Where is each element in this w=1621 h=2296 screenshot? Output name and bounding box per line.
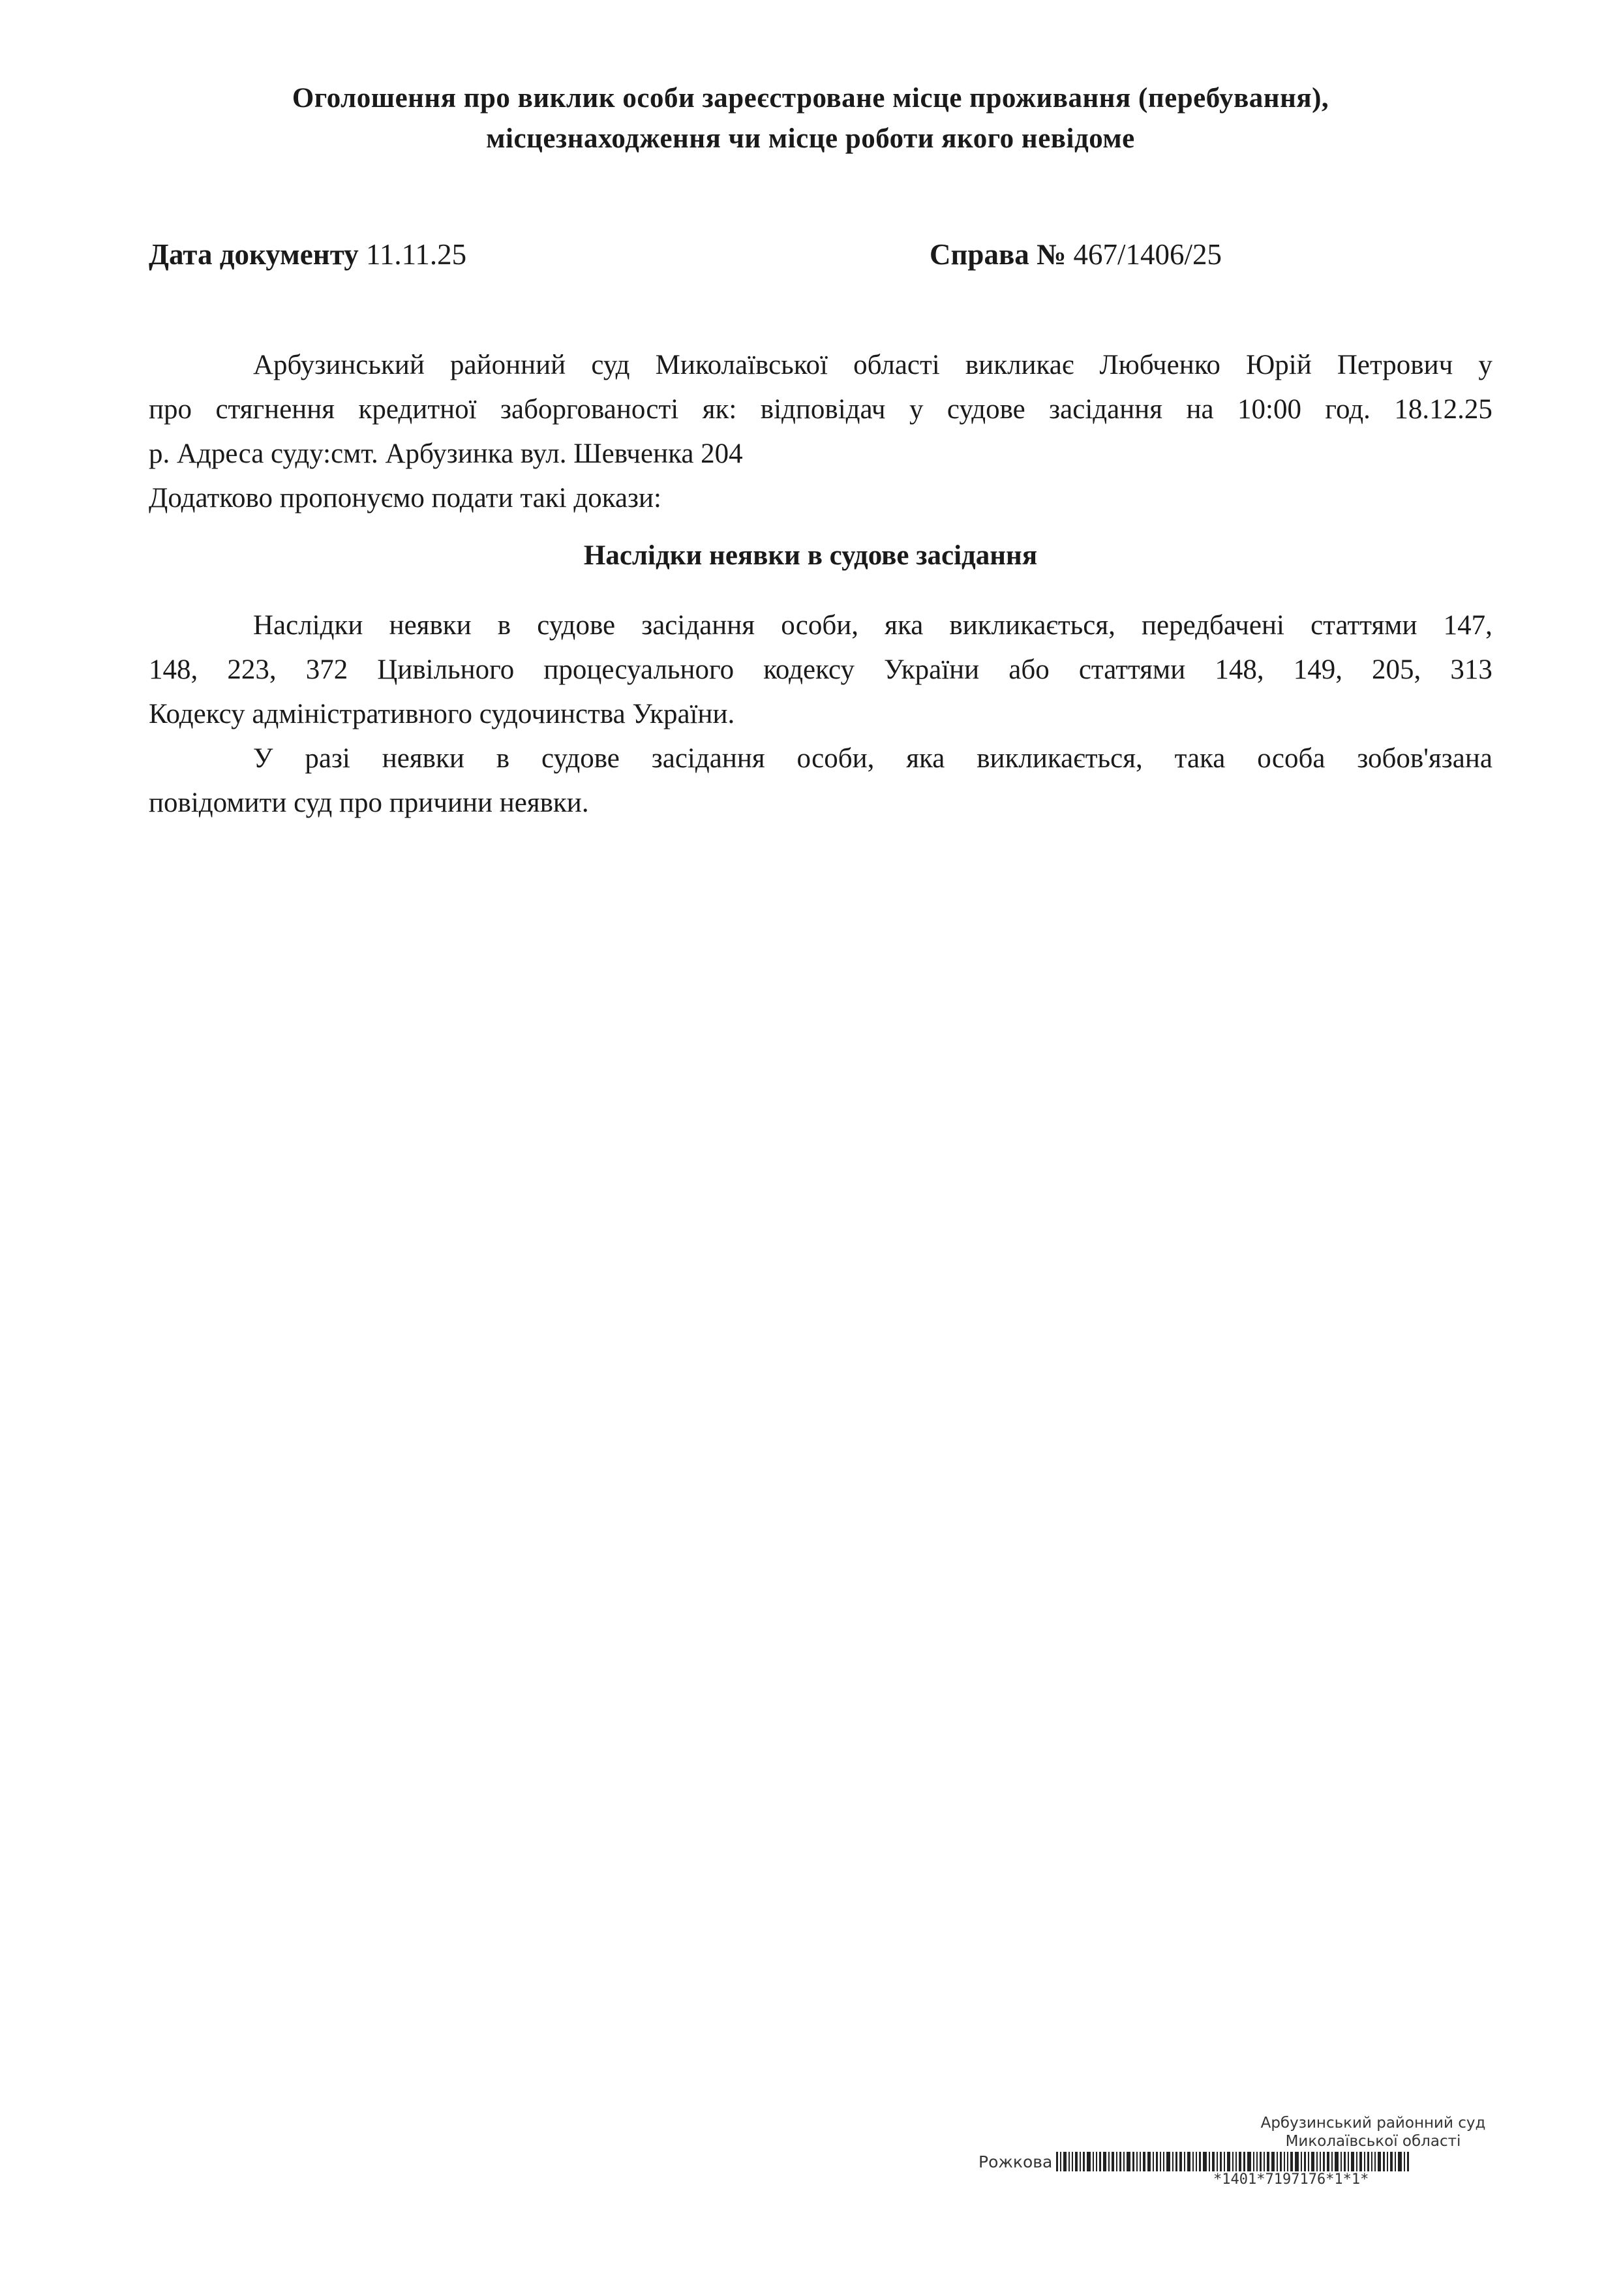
document-title [117,78,1504,159]
barcode-bar [1072,2152,1073,2171]
word: зобов'язана [1357,743,1492,774]
barcode-bar [1132,2152,1134,2171]
barcode-bar [1364,2152,1365,2171]
date-label: Дата документу [149,238,359,271]
barcode-bar [1080,2152,1081,2171]
barcode-bar [1083,2152,1085,2171]
barcode-bar [1398,2152,1402,2171]
word: судове [947,394,1025,425]
word: у [1478,350,1492,380]
word: особи, [796,743,875,774]
consequences-line-3: Кодексу адміністративного судочинства України. [149,699,735,729]
summons-line-3: р. Адреса суду:смт. Арбузинка вул. Шевченка 204 [149,438,743,469]
word: год. [1325,394,1371,425]
barcode-bar [1367,2152,1369,2171]
barcode-bar [1247,2152,1251,2171]
word: яка [885,610,924,641]
barcode-bar [1166,2152,1170,2171]
barcode-bar [1056,2152,1058,2171]
word: кредитної [358,394,477,425]
barcode-bar [1271,2152,1275,2171]
barcode-bar [1341,2152,1342,2171]
word: 149, [1293,654,1342,685]
barcode-bar [1212,2152,1215,2171]
word: або [1008,654,1050,685]
barcode-bar [1371,2152,1372,2171]
barcode-bar [1232,2152,1234,2171]
word: України [884,654,980,685]
barcode-bar [1172,2152,1174,2171]
barcode-bar [1331,2152,1333,2171]
barcode-bar [1267,2152,1269,2171]
barcode-bar [1284,2152,1285,2171]
registration-stamp [978,2114,1553,2188]
barcode-bar [1099,2152,1101,2171]
barcode-bar [1179,2152,1182,2171]
barcode-bar [1280,2152,1282,2171]
word: 147, [1443,610,1492,641]
barcode-bar [1287,2152,1288,2171]
barcode-bar [1407,2152,1409,2171]
word: 10:00 [1237,394,1301,425]
barcode-bar [1301,2152,1302,2171]
word: засідання [1049,394,1163,425]
word: засідання [641,610,755,641]
word: Арбузинський [253,350,425,380]
summons-line-2 [149,388,1492,432]
barcode-bar [1253,2152,1254,2171]
barcode-bar [1264,2152,1265,2171]
word: відповідач [760,394,886,425]
consequences-line-4 [149,737,1492,781]
stamp-court-line-2: Миколаївської області [1285,2133,1461,2150]
word: 313 [1450,654,1492,685]
word: статтями [1078,654,1186,685]
barcode-bar [1147,2152,1151,2171]
word: судове [541,743,620,774]
barcode-bar [1140,2152,1141,2171]
summons-line-1 [149,343,1492,388]
barcode-bar [1323,2152,1325,2171]
summons-line-4: Додатково пропонуємо подати такі докази: [149,483,661,513]
barcode-bar [1344,2152,1346,2171]
word: Миколаївської [655,350,828,380]
word: 148, [149,654,198,685]
barcode-bar [1153,2152,1154,2171]
title-line-1: Оголошення про виклик особи зареєстроване місце проживання (перебування), [292,83,1329,114]
barcode-bar [1224,2152,1225,2171]
word: Юрій [1246,350,1312,380]
barcode-bar [1395,2152,1396,2171]
barcode-bar [1316,2152,1318,2171]
barcode-bar [1163,2152,1164,2171]
case-label: Справа № [930,238,1067,271]
word: передбачені [1142,610,1284,641]
document-date [149,235,466,274]
date-value: 11.11.25 [365,238,467,271]
consequences-line-5: повідомити суд про причини неявки. [149,788,589,818]
barcode-bar [1060,2152,1061,2171]
barcode-bar [1087,2152,1091,2171]
barcode-bar [1295,2152,1299,2171]
word: разі [305,743,350,774]
barcode-bar [1235,2152,1237,2171]
consequences-line-2 [149,648,1492,692]
barcode-bar [1311,2152,1314,2171]
barcode-bar [1356,2152,1357,2171]
barcode-bar [1404,2152,1405,2171]
barcode-bar [1277,2152,1278,2171]
barcode-bar [1348,2152,1349,2171]
word: суд [591,350,630,380]
barcode-bar [1256,2152,1258,2171]
word: викликає [965,350,1074,380]
word: судове [537,610,616,641]
consequences-paragraph [149,604,1492,825]
barcode-bar [1196,2152,1197,2171]
barcode-bar [1063,2152,1067,2171]
barcode-bar [1351,2152,1354,2171]
barcode-bar [1199,2152,1201,2171]
barcode-bar [1374,2152,1376,2171]
barcode-bar [1112,2152,1114,2171]
barcode-bar [1192,2152,1194,2171]
word: викликається, [949,610,1115,641]
summons-paragraph [149,343,1492,521]
barcode-bar [1075,2152,1078,2171]
word: Любченко [1099,350,1220,380]
barcode-bar [1390,2152,1393,2171]
barcode-image [1056,2152,1411,2171]
stamp-court-line-1: Арбузинський районний суд [1260,2115,1486,2132]
barcode-bar [1175,2152,1177,2171]
barcode-bar [1103,2152,1106,2171]
barcode-bar [1383,2152,1385,2171]
barcode-bar [1116,2152,1117,2171]
stamp-barcode-row [978,2152,1553,2171]
barcode-text: *1401*7197176*1*1* [1213,2171,1369,2188]
barcode-bar [1359,2152,1362,2171]
barcode-bar [1108,2152,1110,2171]
barcode-bar [1068,2152,1070,2171]
barcode-bar [1160,2152,1161,2171]
barcode-bar [1304,2152,1306,2171]
barcode-bar [1143,2152,1145,2171]
word: статтями [1310,610,1417,641]
stamp-court-name [978,2114,1553,2151]
barcode-bar [1335,2152,1339,2171]
barcode-bar [1308,2152,1309,2171]
word: викликається, [977,743,1143,774]
word: У [253,743,273,774]
word: 148, [1215,654,1264,685]
stamp-clerk-name: Рожкова [978,2152,1053,2171]
word: особи, [781,610,859,641]
barcode-bar [1239,2152,1241,2171]
barcode-bar [1209,2152,1210,2171]
barcode-bar [1378,2152,1381,2171]
word: Наслідки [253,610,363,641]
word: як: [702,394,737,425]
barcode-bar [1227,2152,1230,2171]
word: районний [450,350,566,380]
barcode-bar [1203,2152,1207,2171]
word: Цивільного [377,654,515,685]
word: яка [906,743,945,774]
word: про [149,394,192,425]
barcode-bar [1217,2152,1218,2171]
barcode-bar [1290,2152,1293,2171]
word: Петрович [1337,350,1453,380]
word: на [1186,394,1214,425]
barcode-bar [1327,2152,1329,2171]
word: стягнення [215,394,335,425]
barcode-bar [1096,2152,1097,2171]
consequences-line-1 [149,604,1492,648]
word: 372 [305,654,348,685]
barcode-bar [1123,2152,1125,2171]
barcode-bar [1260,2152,1262,2171]
case-value: 467/1406/25 [1073,238,1222,271]
barcode-bar [1187,2152,1190,2171]
barcode-bar [1127,2152,1130,2171]
word: засідання [651,743,765,774]
word: у [909,394,924,425]
barcode-bar [1093,2152,1094,2171]
barcode-bar [1156,2152,1158,2171]
word: неявки [389,610,472,641]
title-line-2: місцезнаходження чи місце роботи якого невідоме [486,123,1135,154]
word: 18.12.25 [1394,394,1492,425]
word: в [497,610,511,641]
word: особа [1257,743,1326,774]
consequences-heading: Наслідки неявки в судове засідання [583,540,1038,571]
word: заборгованості [500,394,679,425]
word: неявки [382,743,464,774]
barcode-bar [1387,2152,1388,2171]
barcode-bar [1243,2152,1245,2171]
barcode-bar [1136,2152,1138,2171]
word: в [496,743,510,774]
case-number [930,235,1222,274]
barcode-bar [1184,2152,1185,2171]
word: процесуального [543,654,735,685]
word: 205, [1372,654,1421,685]
barcode-bar [1320,2152,1321,2171]
barcode-bar [1119,2152,1121,2171]
word: області [853,350,940,380]
word: така [1174,743,1226,774]
word: кодексу [763,654,855,685]
word: 223, [227,654,277,685]
barcode-bar [1220,2152,1222,2171]
